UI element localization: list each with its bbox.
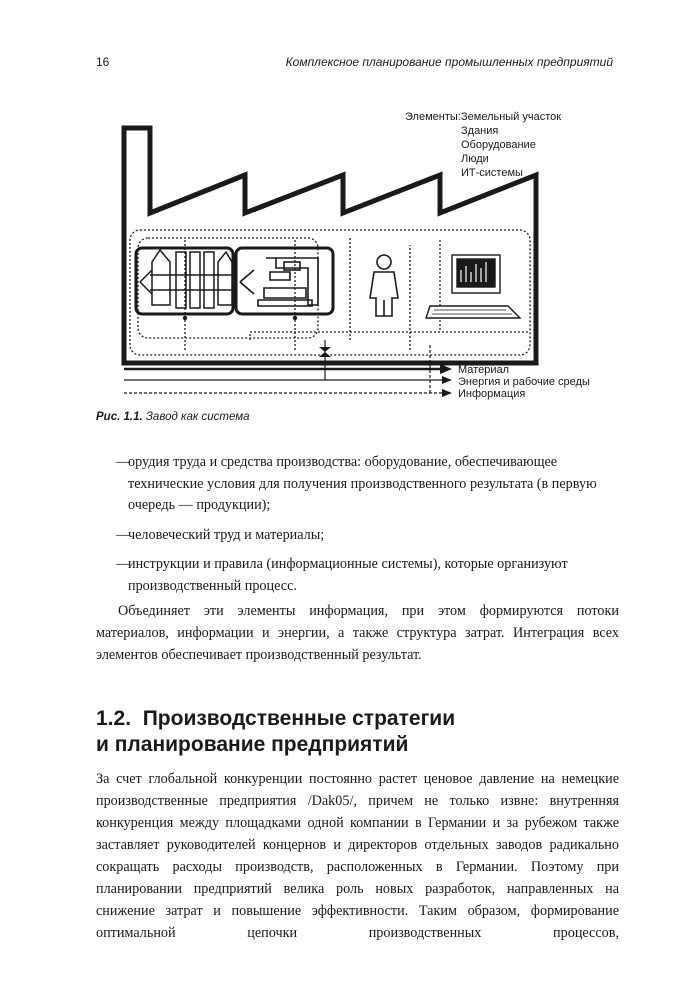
- caption-text: Завод как система: [145, 411, 250, 423]
- list-item: [96, 452, 619, 517]
- caption-label: Рис. 1.1.: [96, 411, 143, 423]
- machine-icon: [140, 250, 232, 308]
- element-people: Люди: [461, 153, 489, 165]
- list-dash: —: [116, 556, 131, 572]
- element-land: Земельный участок: [461, 111, 562, 123]
- flow-material: Материал: [458, 364, 509, 376]
- list-dash: —: [116, 526, 131, 543]
- element-it-systems: ИТ-системы: [461, 167, 523, 179]
- flow-energy: Энергия и рабочие среды: [458, 376, 590, 388]
- paragraph-competition: За счет глобальной конкуренции постоянно растет ценовое давление на немецкие производственные предприятия /Dak05/, причем не только извне: внутренняя конкуренция между площадками одной компании в Германии и за рубежом также заставляет руководителей концернов и директоров отдельных заводов радикально сокращать расходы производств, расположенных в Германии. Поэтому при планировании предприятий велика роль новых разработок, направленных на снижение затрат и повышение эффективности. Таким образом, формирование оптимальной цепочки производственных процессов,: [96, 771, 619, 941]
- section-number: 1.2.: [96, 707, 132, 730]
- flow-information: Информация: [458, 388, 526, 400]
- section-heading: [96, 706, 455, 758]
- bullet-list: [96, 452, 619, 605]
- list-item-text: человеческий труд и материалы;: [128, 526, 325, 543]
- elements-label: Элементы:: [405, 111, 461, 123]
- list-dash: —: [116, 454, 131, 470]
- list-item: [96, 525, 619, 547]
- lathe-icon: [240, 258, 318, 306]
- running-title: Комплексное планирование промышленных предприятий: [285, 55, 613, 69]
- paragraph-integration: Объединяет эти элементы информация, при этом формируются потоки материалов, информации и энергии, а также структура затрат. Интеграция всех элементов обеспечивает производственный результат.: [96, 603, 619, 663]
- figure-caption: [96, 411, 250, 423]
- element-buildings: Здания: [461, 125, 499, 137]
- section-title-line-1: Производственные стратегии: [142, 707, 456, 730]
- section-title-line-2: и планирование предприятий: [96, 733, 409, 756]
- person-icon: [370, 255, 398, 316]
- page-number: 16: [96, 55, 110, 69]
- list-item: [96, 554, 619, 597]
- list-item-text: инструкции и правила (информационные системы), которые организуют производственный процесс.: [128, 556, 568, 594]
- element-equipment: Оборудование: [461, 139, 536, 151]
- flow-lines: [124, 340, 444, 393]
- factory-system-figure: [0, 0, 693, 410]
- list-item-text: орудия труда и средства производства: оборудование, обеспечивающее технические условия для получения производственного результата (в первую очередь — продукции);: [128, 454, 597, 513]
